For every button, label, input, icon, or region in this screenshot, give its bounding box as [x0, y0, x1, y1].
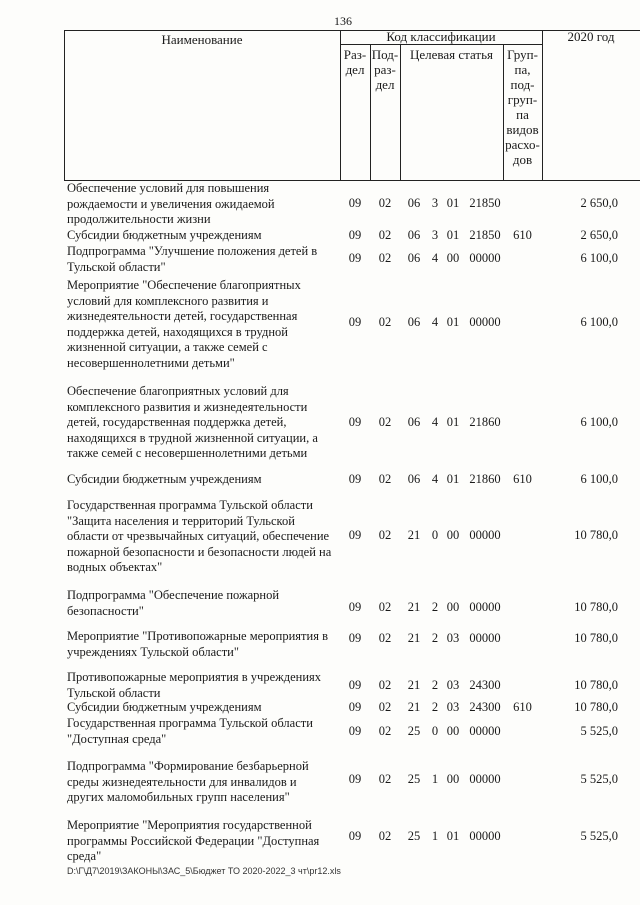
cell-c1: 21: [407, 678, 421, 692]
cell-rz: 09: [348, 415, 362, 429]
cell-c1: 06: [407, 415, 421, 429]
row-name: Государственная программа Тульской области "Доступная среда": [67, 716, 313, 746]
cell-c3: 01: [446, 228, 460, 242]
table-header: [0, 0, 640, 185]
cell-c2: 3: [431, 196, 439, 210]
cell-c3: 03: [446, 678, 460, 692]
cell-c3: 00: [446, 251, 460, 265]
cell-c1: 21: [407, 528, 421, 542]
cell-c2: 4: [431, 415, 439, 429]
cell-c4: 00000: [469, 772, 501, 786]
cell-c1: 06: [407, 472, 421, 486]
cell-c4: 21860: [469, 415, 501, 429]
cell-amount: 2 650,0: [580, 196, 618, 210]
cell-c3: 03: [446, 700, 460, 714]
cell-c2: 3: [431, 228, 439, 242]
cell-c4: 00000: [469, 600, 501, 614]
cell-c4: 00000: [469, 251, 501, 265]
cell-pr: 02: [378, 724, 392, 738]
cell-c3: 01: [446, 315, 460, 329]
cell-rz: 09: [348, 700, 362, 714]
cell-c1: 06: [407, 315, 421, 329]
cell-c4: 24300: [469, 678, 501, 692]
cell-vr: 610: [513, 228, 532, 242]
cell-pr: 02: [378, 600, 392, 614]
cell-c2: 4: [431, 251, 439, 265]
cell-c4: 24300: [469, 700, 501, 714]
cell-c1: 25: [407, 724, 421, 738]
cell-c4: 21860: [469, 472, 501, 486]
cell-c2: 1: [431, 829, 439, 843]
row-name: Мероприятие "Мероприятия государственной программы Российской Федерации "Доступная среда": [67, 818, 320, 864]
row-name: Субсидии бюджетным учреждениям: [67, 700, 262, 714]
row-name: Подпрограмма "Обеспечение пожарной безопасности": [67, 588, 280, 618]
cell-c4: 21850: [469, 196, 501, 210]
cell-c3: 03: [446, 631, 460, 645]
row-name: Мероприятие "Противопожарные мероприятия в учреждениях Тульской области": [67, 629, 328, 659]
cell-rz: 09: [348, 196, 362, 210]
row-name: Мероприятие "Обеспечение благоприятных условий для комплексного развития и жизнедеятельности детей, государственная поддержка детей, находящихся в трудной жизненной ситуации, а также семей с несовершеннолетними детьми": [67, 278, 301, 370]
cell-pr: 02: [378, 472, 392, 486]
cell-amount: 10 780,0: [574, 528, 618, 542]
cell-c2: 0: [431, 528, 439, 542]
cell-amount: 10 780,0: [574, 600, 618, 614]
header-year: 2020 год: [567, 29, 615, 44]
cell-c3: 00: [446, 600, 460, 614]
cell-pr: 02: [378, 772, 392, 786]
cell-amount: 2 650,0: [580, 228, 618, 242]
cell-amount: 6 100,0: [580, 251, 618, 265]
cell-rz: 09: [348, 678, 362, 692]
cell-pr: 02: [378, 228, 392, 242]
cell-c1: 06: [407, 251, 421, 265]
cell-amount: 6 100,0: [580, 315, 618, 329]
header-section: Раз- дел: [343, 47, 367, 77]
cell-rz: 09: [348, 472, 362, 486]
cell-pr: 02: [378, 700, 392, 714]
cell-amount: 10 780,0: [574, 678, 618, 692]
cell-c2: 2: [431, 631, 439, 645]
header-subsection: Под- раз- дел: [371, 47, 399, 92]
row-name: Субсидии бюджетным учреждениям: [67, 472, 262, 486]
file-path-footer: D:\Г\Д7\2019\ЗАКОНЫ\ЗАС_5\Бюджет ТО 2020-2022_3 чт\pr12.xls: [67, 866, 341, 876]
header-group: Груп- па, под- груп- па видов расхо- дов: [505, 47, 540, 167]
cell-c1: 25: [407, 772, 421, 786]
cell-rz: 09: [348, 600, 362, 614]
header-name: Наименование: [161, 32, 243, 47]
cell-amount: 5 525,0: [580, 724, 618, 738]
cell-amount: 5 525,0: [580, 772, 618, 786]
row-name: Обеспечение условий для повышения рождаемости и увеличения ожидаемой продолжительности жизни: [67, 181, 275, 227]
page-number: 136: [334, 14, 352, 28]
cell-c1: 06: [407, 228, 421, 242]
cell-rz: 09: [348, 528, 362, 542]
row-name: Обеспечение благоприятных условий для комплексного развития и жизнедеятельности детей, государственная поддержка детей, находящихся в трудной жизненной ситуации, а также семей с несовершеннолетними детьми: [67, 384, 318, 461]
cell-c3: 01: [446, 415, 460, 429]
cell-pr: 02: [378, 631, 392, 645]
cell-pr: 02: [378, 678, 392, 692]
cell-pr: 02: [378, 829, 392, 843]
cell-pr: 02: [378, 415, 392, 429]
cell-c4: 00000: [469, 315, 501, 329]
cell-pr: 02: [378, 251, 392, 265]
cell-c2: 0: [431, 724, 439, 738]
cell-amount: 6 100,0: [580, 472, 618, 486]
header-target: Целевая статья: [409, 47, 493, 62]
cell-rz: 09: [348, 829, 362, 843]
cell-rz: 09: [348, 772, 362, 786]
cell-vr: 610: [513, 700, 532, 714]
cell-c1: 06: [407, 196, 421, 210]
cell-amount: 5 525,0: [580, 829, 618, 843]
cell-rz: 09: [348, 251, 362, 265]
row-name: Противопожарные мероприятия в учреждениях Тульской области: [67, 670, 322, 700]
cell-c3: 00: [446, 724, 460, 738]
cell-c2: 2: [431, 700, 439, 714]
row-name: Подпрограмма "Улучшение положения детей в Тульской области": [67, 244, 318, 274]
cell-rz: 09: [348, 631, 362, 645]
cell-vr: 610: [513, 472, 532, 486]
cell-c1: 21: [407, 700, 421, 714]
cell-c2: 4: [431, 315, 439, 329]
cell-rz: 09: [348, 724, 362, 738]
cell-amount: 10 780,0: [574, 700, 618, 714]
header-classification: Код классификации: [386, 29, 496, 44]
cell-c3: 01: [446, 472, 460, 486]
cell-c1: 21: [407, 600, 421, 614]
row-name: Государственная программа Тульской области "Защита населения и территорий Тульской области от чрезвычайных ситуаций, обеспечение пожарной безопасности и безопасности людей на водных объектах": [67, 498, 332, 575]
cell-amount: 6 100,0: [580, 415, 618, 429]
cell-c4: 00000: [469, 631, 501, 645]
cell-rz: 09: [348, 315, 362, 329]
cell-c3: 01: [446, 196, 460, 210]
cell-pr: 02: [378, 196, 392, 210]
cell-c3: 00: [446, 528, 460, 542]
row-name: Подпрограмма "Формирование безбарьерной среды жизнедеятельности для инвалидов и других маломобильных групп населения": [67, 759, 309, 805]
cell-c3: 01: [446, 829, 460, 843]
cell-c4: 00000: [469, 724, 501, 738]
cell-c4: 21850: [469, 228, 501, 242]
cell-pr: 02: [378, 528, 392, 542]
cell-pr: 02: [378, 315, 392, 329]
row-name: Субсидии бюджетным учреждениям: [67, 228, 262, 242]
cell-c2: 4: [431, 472, 439, 486]
cell-c1: 21: [407, 631, 421, 645]
cell-c4: 00000: [469, 528, 501, 542]
cell-c1: 25: [407, 829, 421, 843]
cell-c3: 00: [446, 772, 460, 786]
cell-c2: 2: [431, 678, 439, 692]
cell-rz: 09: [348, 228, 362, 242]
cell-amount: 10 780,0: [574, 631, 618, 645]
cell-c4: 00000: [469, 829, 501, 843]
cell-c2: 2: [431, 600, 439, 614]
cell-c2: 1: [431, 772, 439, 786]
